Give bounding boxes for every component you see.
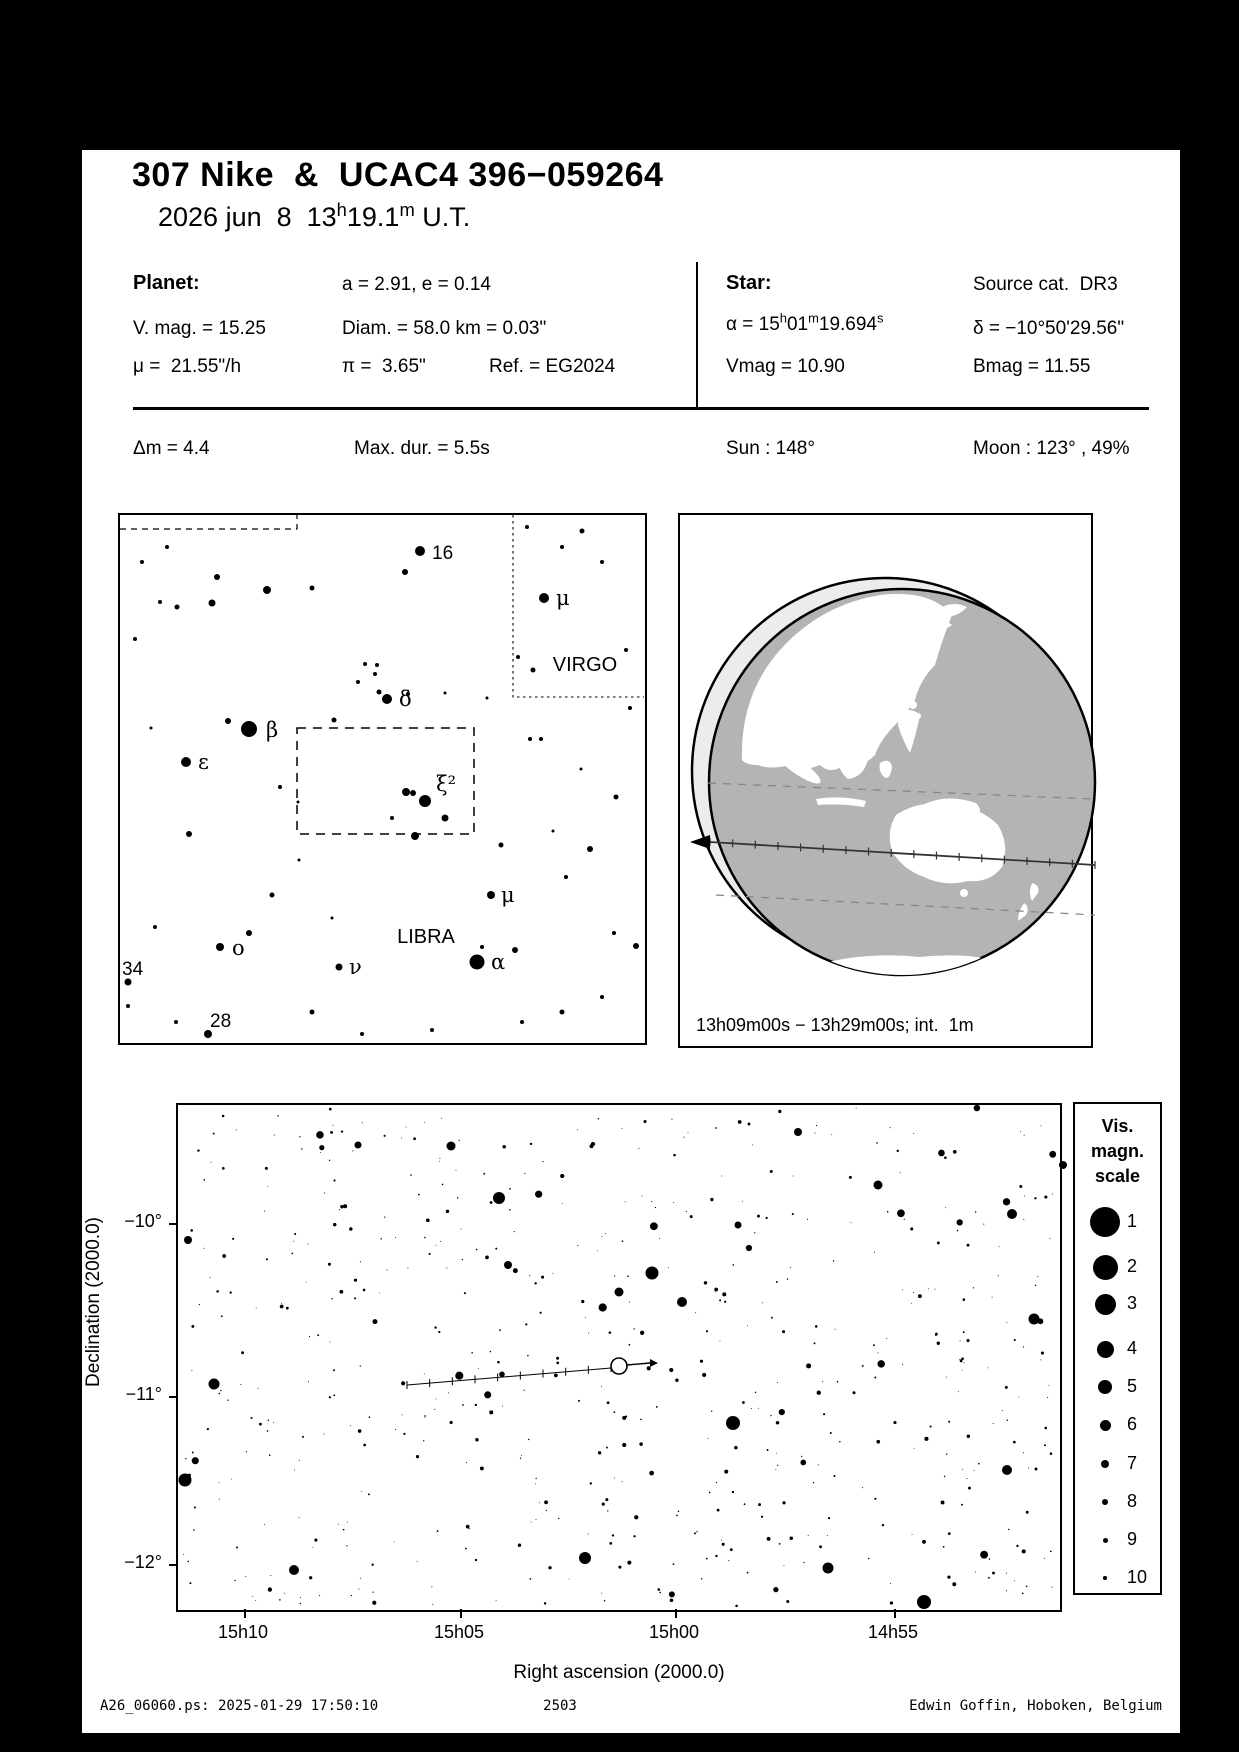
- detail-chart-svg: [178, 1105, 1059, 1609]
- star-source-catalog: Source cat. DR3: [973, 274, 1118, 295]
- svg-text:β: β: [266, 718, 279, 742]
- legend-title-line3: scale: [1094, 1166, 1141, 1186]
- ra-axis-title: Right ascension (2000.0): [513, 1662, 725, 1683]
- philippines-1: [909, 701, 917, 709]
- datetime-pre: 2026 jun 8 13: [158, 202, 337, 232]
- magnitude-legend: [1073, 1102, 1162, 1595]
- planet-heading: Planet:: [133, 272, 200, 294]
- ra-min: 01: [786, 314, 809, 335]
- legend-title-line1: Vis.: [1101, 1116, 1134, 1136]
- legend-dot-mag-8: [1102, 1499, 1108, 1505]
- document-page: [82, 150, 1180, 1733]
- page-title: 307 Nike & UCAC4 396−059264: [132, 156, 664, 194]
- svg-text:ξ²: ξ²: [436, 772, 456, 796]
- legend-mag-label: 7: [1127, 1453, 1138, 1473]
- svg-text:o: o: [232, 936, 245, 960]
- event-datetime: [158, 199, 471, 233]
- star-bmag: Bmag = 11.55: [973, 356, 1091, 377]
- ra-m-sup: m: [808, 310, 819, 326]
- dec-tick-−10°: −10°: [124, 1211, 162, 1231]
- svg-text:μ: μ: [556, 586, 570, 610]
- legend-mag-label: 3: [1127, 1293, 1138, 1313]
- table-rule: [133, 407, 1149, 410]
- hour-superscript: h: [336, 199, 347, 220]
- dec-tick-−11°: −11°: [125, 1384, 162, 1404]
- planet-parallax: π = 3.65": [342, 356, 426, 377]
- legend-mag-label: 9: [1127, 1529, 1138, 1549]
- legend-mag-label: 1: [1127, 1211, 1138, 1231]
- finder-chart-svg: [120, 515, 644, 1042]
- philippines-3: [906, 718, 912, 724]
- ra-tick-15h10: 15h10: [217, 1622, 269, 1642]
- legend-mag-label: 10: [1127, 1567, 1148, 1587]
- legend-dot-mag-10: [1103, 1576, 1107, 1580]
- star-heading: Star:: [726, 272, 772, 294]
- planet-vmag: V. mag. = 15.25: [133, 318, 266, 339]
- legend-title-line2: magn.: [1090, 1141, 1144, 1161]
- svg-text:α: α: [491, 950, 506, 974]
- constellation-boundary-top: [120, 515, 297, 529]
- moon-distance: Moon : 123° , 49%: [973, 438, 1130, 459]
- table-divider: [696, 262, 698, 408]
- globe-svg: [680, 515, 1090, 1045]
- legend-mag-label: 4: [1127, 1338, 1138, 1358]
- ra-h-sup: h: [779, 310, 787, 326]
- legend-dot-mag-9: [1103, 1538, 1108, 1543]
- ra-s-sup: s: [877, 310, 884, 326]
- globe-panel: [678, 513, 1093, 1048]
- tasmania: [960, 889, 968, 897]
- ra-sec: 19.694: [818, 314, 877, 335]
- sun-distance: Sun : 148°: [726, 438, 815, 459]
- detail-chart-panel: [176, 1103, 1062, 1612]
- svg-text:28: 28: [210, 1011, 232, 1032]
- ra-tick-15h05: 15h05: [433, 1622, 485, 1642]
- star-ra: [726, 310, 884, 336]
- legend-dot-mag-2: [1093, 1255, 1118, 1280]
- svg-text:LIBRA: LIBRA: [397, 926, 455, 948]
- legend-dot-mag-6: [1100, 1420, 1111, 1431]
- ra-tick-15h00: 15h00: [648, 1622, 700, 1642]
- planet-reference: Ref. = EG2024: [489, 356, 616, 377]
- magnitude-drop: Δm = 4.4: [133, 438, 210, 459]
- legend-mag-label: 2: [1127, 1256, 1138, 1276]
- ra-pre: α = 15: [726, 314, 780, 335]
- path-time-caption: 13h09m00s − 13h29m00s; int. 1m: [696, 1015, 974, 1035]
- max-duration: Max. dur. = 5.5s: [354, 438, 490, 459]
- legend-dot-mag-3: [1095, 1294, 1116, 1315]
- legend-dot-mag-7: [1101, 1460, 1109, 1468]
- svg-text:ε: ε: [198, 750, 209, 774]
- legend-mag-label: 5: [1127, 1376, 1138, 1396]
- legend-dot-mag-4: [1097, 1341, 1114, 1358]
- planet-orbit: a = 2.91, e = 0.14: [342, 274, 491, 295]
- ra-tick-14h55: 14h55: [867, 1622, 919, 1642]
- svg-text:δ: δ: [399, 687, 412, 711]
- legend-mag-label: 8: [1127, 1491, 1138, 1511]
- antarctica: [810, 955, 1010, 993]
- dec-axis-title: Declination (2000.0): [83, 1216, 104, 1388]
- datetime-suffix: U.T.: [414, 202, 471, 232]
- svg-text:34: 34: [122, 959, 144, 980]
- svg-text:ν: ν: [349, 955, 362, 979]
- planet-motion: μ = 21.55"/h: [133, 356, 242, 377]
- svg-text:VIRGO: VIRGO: [552, 654, 618, 676]
- minute-superscript: m: [399, 199, 415, 220]
- dec-tick-−12°: −12°: [124, 1552, 162, 1572]
- legend-dot-mag-1: [1090, 1207, 1120, 1237]
- star-vmag: Vmag = 10.90: [726, 356, 845, 377]
- finder-chart-panel: [118, 513, 647, 1045]
- legend-mag-label: 6: [1127, 1414, 1138, 1434]
- philippines-2: [915, 713, 921, 719]
- datetime-minutes: 19.1: [346, 202, 400, 232]
- star-dec: δ = −10°50'29.56": [973, 318, 1125, 339]
- legend-title: [1075, 1114, 1160, 1189]
- footer-page-number: 2503: [543, 1698, 577, 1714]
- svg-text:μ: μ: [501, 883, 515, 907]
- svg-text:16: 16: [432, 543, 454, 564]
- footer-filename: A26_06060.ps: 2025-01-29 17:50:10: [100, 1698, 379, 1714]
- finder-labels: [122, 543, 617, 1032]
- legend-dot-mag-5: [1098, 1380, 1112, 1394]
- footer-author: Edwin Goffin, Hoboken, Belgium: [909, 1698, 1162, 1714]
- planet-diameter: Diam. = 58.0 km = 0.03": [342, 318, 547, 339]
